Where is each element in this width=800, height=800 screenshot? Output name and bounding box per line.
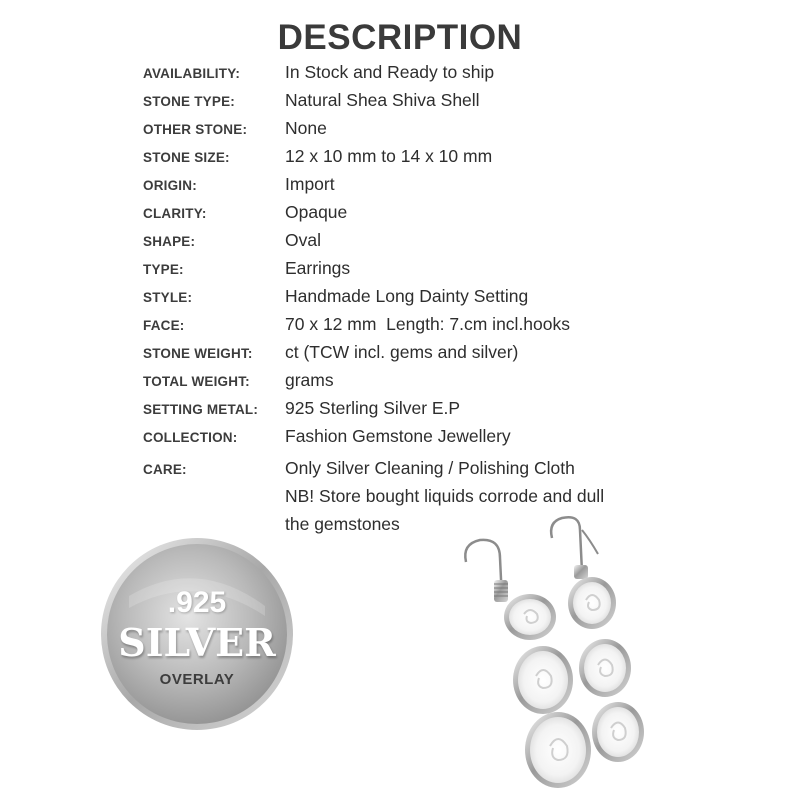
spec-row-shape xyxy=(143,230,703,258)
spec-row-other-stone xyxy=(143,118,703,146)
spec-row-clarity xyxy=(143,202,703,230)
spec-list xyxy=(143,62,703,538)
spec-value: Oval xyxy=(285,230,321,250)
page-title: DESCRIPTION xyxy=(277,18,523,57)
spec-row-type xyxy=(143,258,703,286)
spec-label: STONE TYPE: xyxy=(143,94,235,109)
spec-value: Fashion Gemstone Jewellery xyxy=(285,426,511,446)
spec-value: Natural Shea Shiva Shell xyxy=(285,90,480,110)
spec-label: OTHER STONE: xyxy=(143,122,248,137)
spec-row-origin xyxy=(143,174,703,202)
spec-value: Opaque xyxy=(285,202,348,222)
spec-label: TOTAL WEIGHT: xyxy=(143,374,250,389)
spec-label: SETTING METAL: xyxy=(143,402,259,417)
earrings-image xyxy=(440,510,690,800)
spec-row-face xyxy=(143,314,703,342)
care-line: NB! Store bought liquids corrode and dull xyxy=(285,486,605,506)
spec-row-stone-type xyxy=(143,90,703,118)
badge-overlay-text: OVERLAY xyxy=(159,671,235,688)
spec-label: COLLECTION: xyxy=(143,430,238,445)
spec-value: Earrings xyxy=(285,258,351,278)
care-line: the gemstones xyxy=(285,514,400,534)
spec-value: 12 x 10 mm to 14 x 10 mm xyxy=(285,146,493,166)
earrings-illustration xyxy=(440,510,690,800)
spec-row-setting-metal xyxy=(143,398,703,426)
spec-row-availability xyxy=(143,62,703,90)
spec-label: STONE WEIGHT: xyxy=(143,346,253,361)
spec-row-stone-size xyxy=(143,146,703,174)
spec-value: Import xyxy=(285,174,335,194)
spec-label: SHAPE: xyxy=(143,234,196,249)
spec-value: Handmade Long Dainty Setting xyxy=(285,286,529,306)
spec-value: 925 Sterling Silver E.P xyxy=(285,398,461,418)
spec-row-collection xyxy=(143,426,703,454)
spec-row-total-weight xyxy=(143,370,703,398)
spec-value: ct (TCW incl. gems and silver) xyxy=(285,342,519,362)
care-line: Only Silver Cleaning / Polishing Cloth xyxy=(285,458,575,478)
badge-925-text: .925 xyxy=(167,586,227,619)
spec-row-style xyxy=(143,286,703,314)
spec-value: In Stock and Ready to ship xyxy=(285,62,495,82)
badge-silver-text: SILVER xyxy=(118,620,276,665)
spec-label: CARE: xyxy=(143,462,187,477)
spec-label: FACE: xyxy=(143,318,185,333)
spec-label: STYLE: xyxy=(143,290,193,305)
spec-label: STONE SIZE: xyxy=(143,150,230,165)
spec-label: CLARITY: xyxy=(143,206,207,221)
spec-label: ORIGIN: xyxy=(143,178,197,193)
spec-row-stone-weight xyxy=(143,342,703,370)
spec-value: grams xyxy=(285,370,334,390)
spec-value: 70 x 12 mm Length: 7.cm incl.hooks xyxy=(285,314,570,334)
spec-label: AVAILABILITY: xyxy=(143,66,241,81)
spec-value: None xyxy=(285,118,327,138)
silver-overlay-badge xyxy=(99,536,295,732)
spec-label: TYPE: xyxy=(143,262,184,277)
left-earring xyxy=(465,540,591,788)
